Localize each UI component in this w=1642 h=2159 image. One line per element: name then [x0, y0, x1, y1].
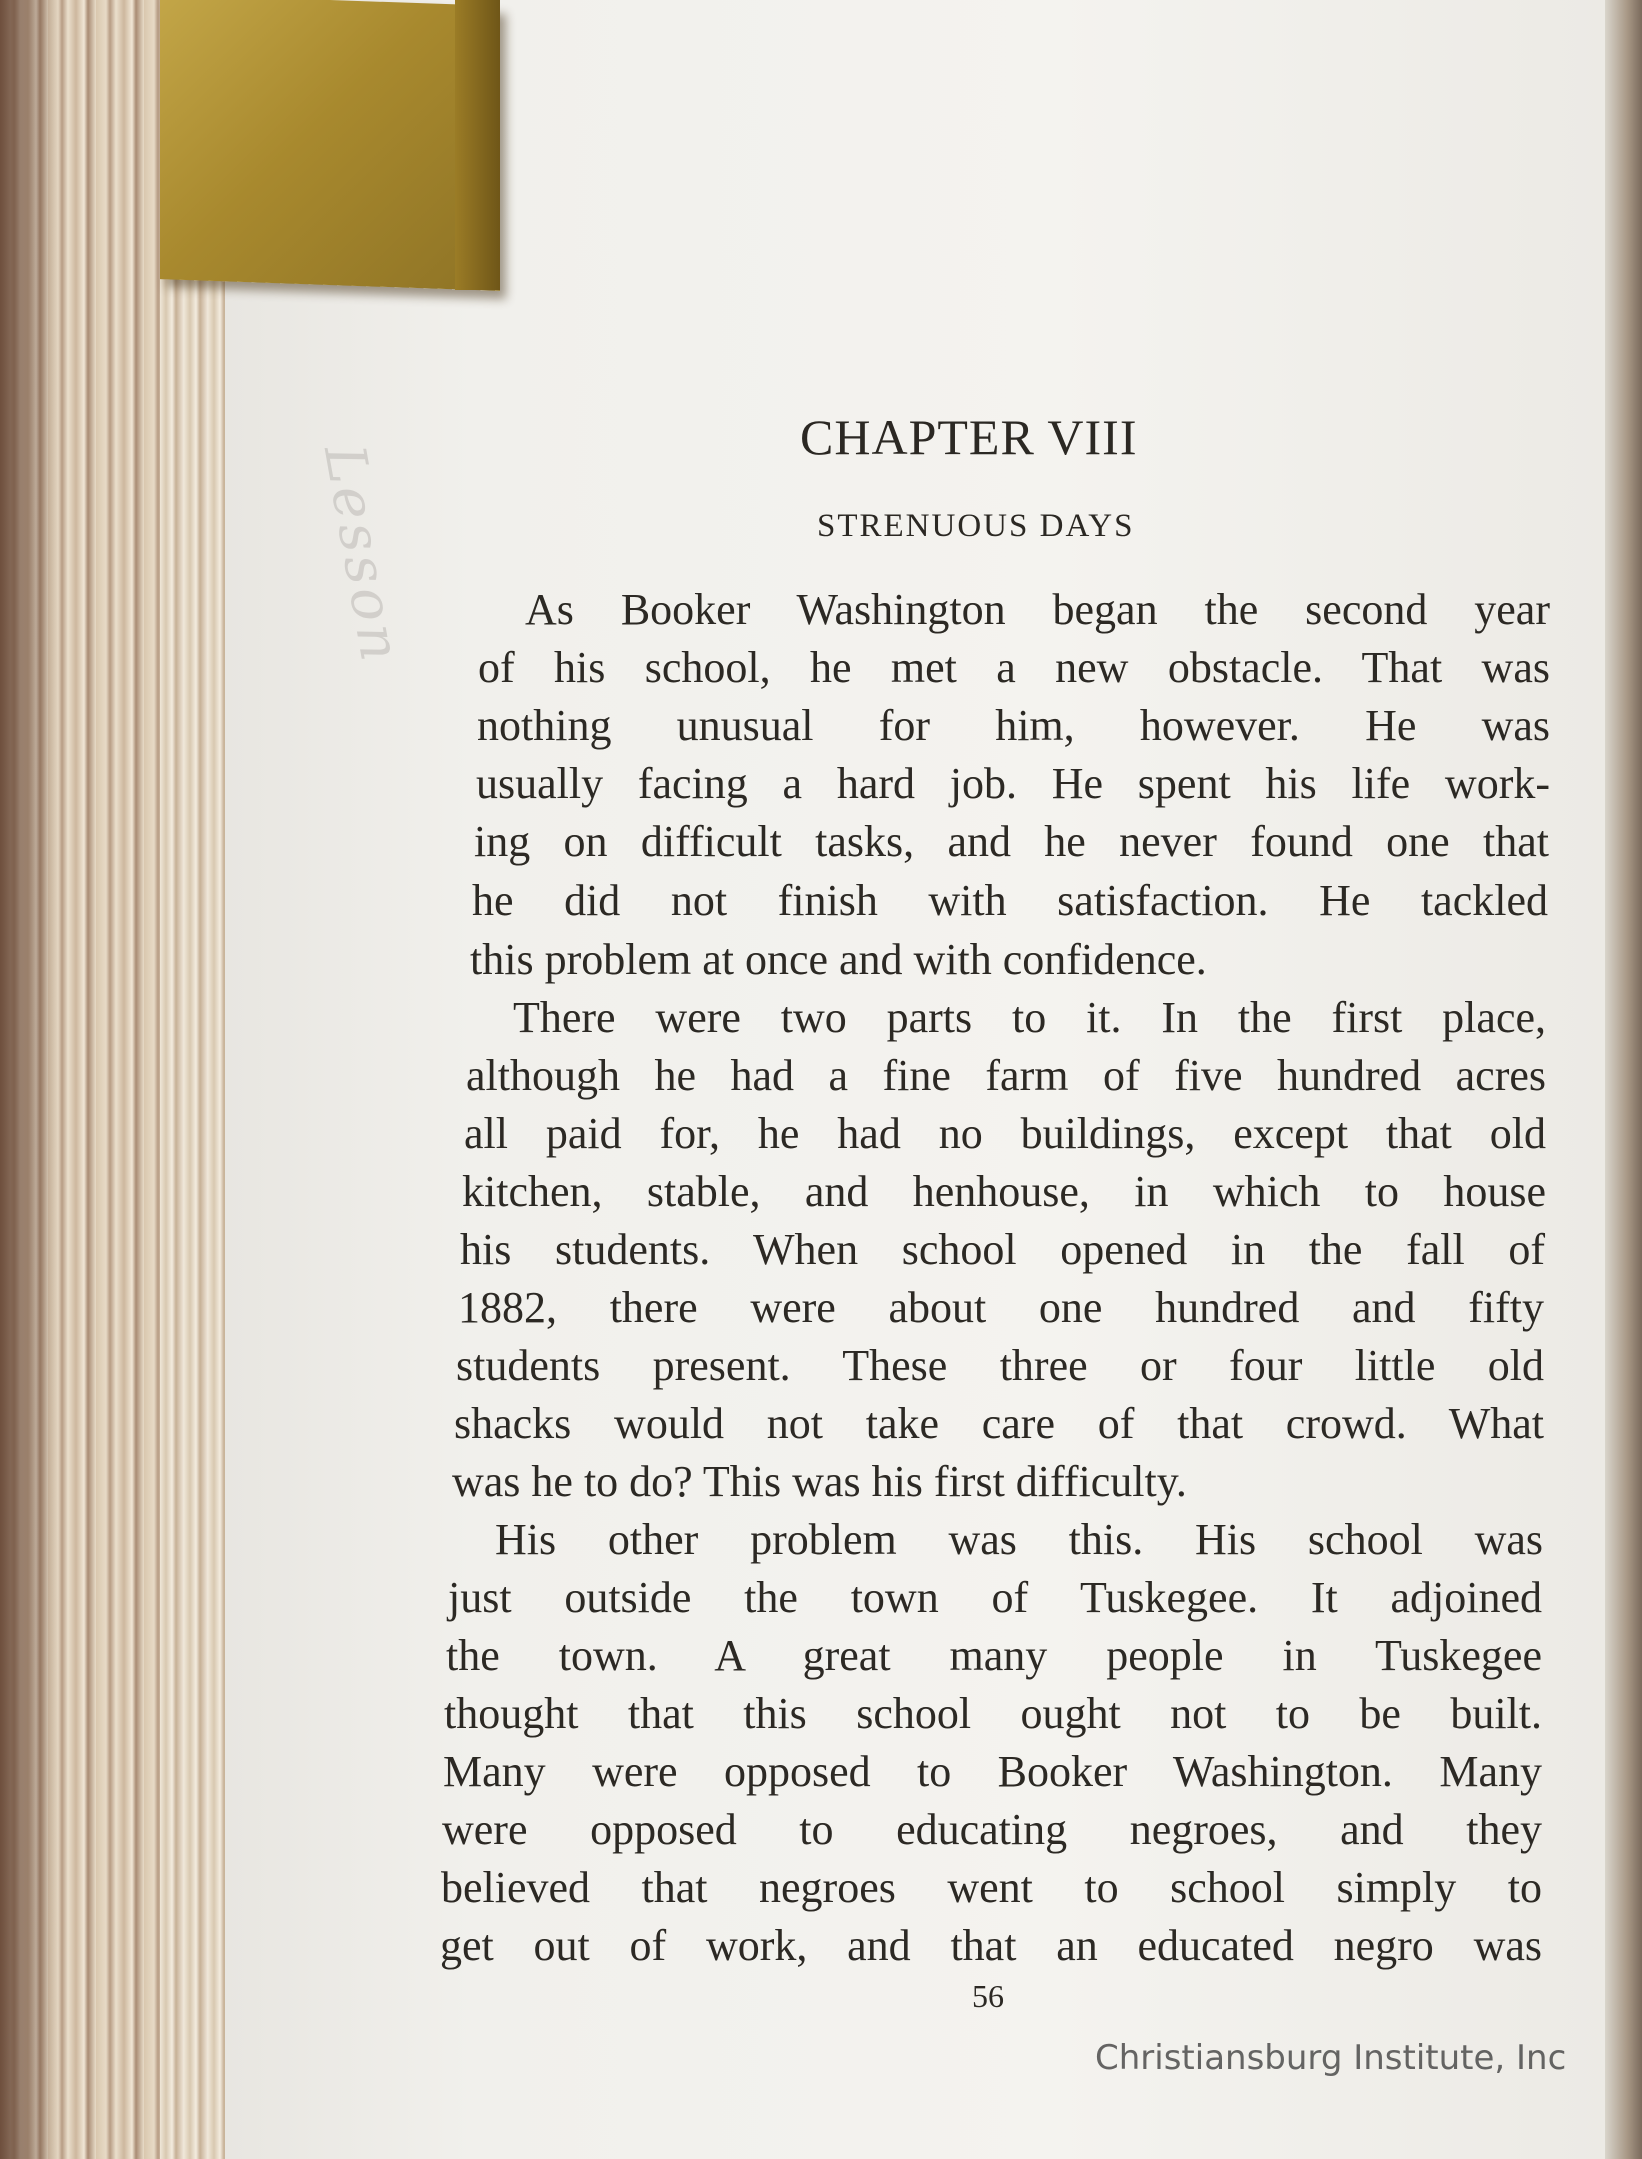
pencil-annotation: Lesson: [310, 440, 414, 670]
text-line: although he had a fine farm of five hundred acres: [466, 1051, 1546, 1100]
page-number: 56: [972, 1978, 1004, 2014]
text-line: usually facing a hard job. He spent his life work-: [476, 759, 1550, 808]
chapter-title: CHAPTER VIII: [800, 409, 1138, 465]
text-line: 1882, there were about one hundred and fifty: [458, 1283, 1544, 1332]
watermark-text: Christiansburg Institute, Inc: [1095, 2038, 1567, 2078]
text-line: nothing unusual for him, however. He was: [477, 701, 1550, 750]
text-line: were opposed to educating negroes, and they: [442, 1805, 1542, 1854]
text-line: ing on difficult tasks, and he never found one that: [474, 817, 1549, 866]
gold-bookmark-edge: [455, 0, 500, 290]
text-line: the town. A great many people in Tuskegee: [446, 1631, 1542, 1680]
text-line: shacks would not take care of that crowd. What: [454, 1399, 1544, 1448]
text-line: all paid for, he had no buildings, except that old: [464, 1109, 1546, 1158]
text-line: kitchen, stable, and henhouse, in which to house: [462, 1167, 1546, 1216]
text-line: believed that negroes went to school simply to: [441, 1863, 1542, 1912]
text-line: As Booker Washington began the second year: [525, 585, 1550, 634]
text-line: was he to do? This was his first difficulty.: [452, 1457, 1187, 1506]
gold-bookmark: [160, 0, 500, 291]
text-line: There were two parts to it. In the first place,: [513, 993, 1546, 1042]
page-edges-shadow: [0, 0, 60, 2159]
text-line: Many were opposed to Booker Washington. Many: [443, 1747, 1542, 1796]
chapter-subtitle: STRENUOUS DAYS: [817, 508, 1135, 544]
text-line: of his school, he met a new obstacle. That was: [478, 643, 1550, 692]
text-line: his students. When school opened in the fall of: [460, 1225, 1545, 1274]
page-right-edge: [1605, 0, 1642, 2159]
text-line: just outside the town of Tuskegee. It adjoined: [448, 1573, 1542, 1622]
text-line: he did not finish with satisfaction. He tackled: [472, 876, 1548, 925]
text-line: students present. These three or four little old: [456, 1341, 1544, 1390]
text-line: this problem at once and with confidence.: [470, 935, 1207, 984]
text-line: get out of work, and that an educated negro was: [440, 1921, 1542, 1970]
text-line: thought that this school ought not to be built.: [444, 1689, 1542, 1738]
text-line: His other problem was this. His school was: [495, 1515, 1543, 1564]
